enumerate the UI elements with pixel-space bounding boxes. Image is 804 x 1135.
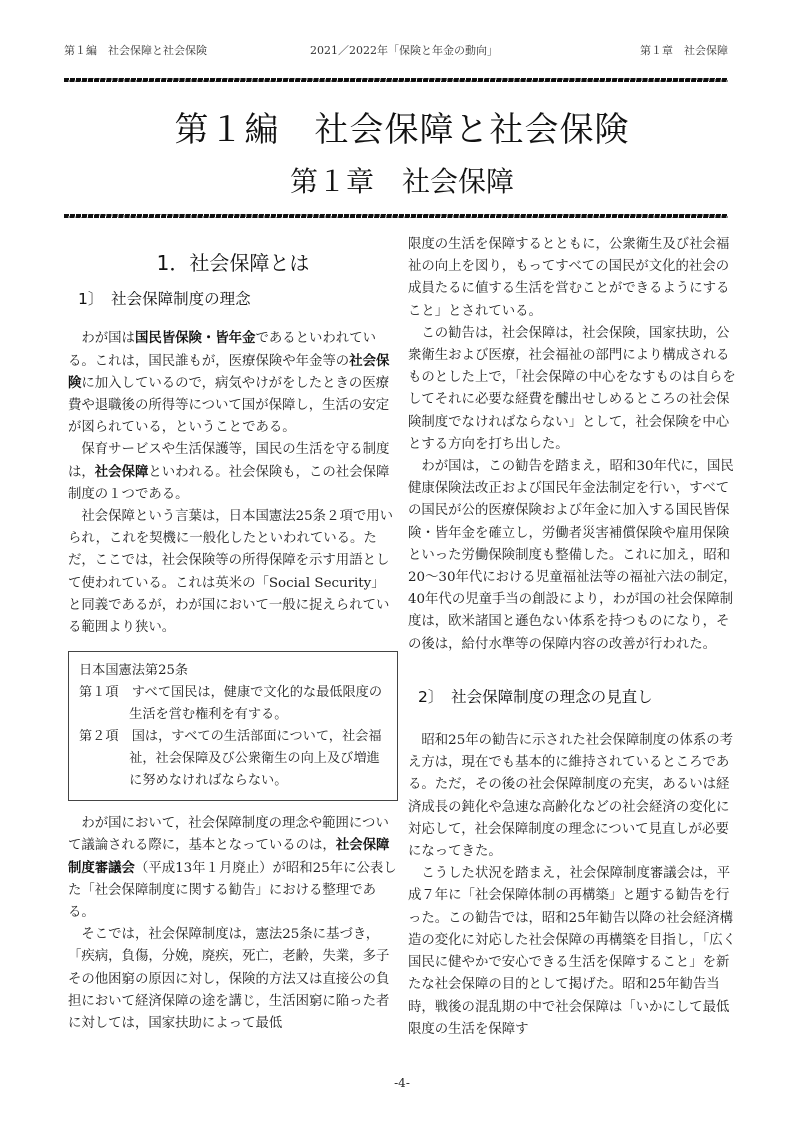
paragraph: わが国は国民皆保険・皆年金であるといわれている。これは，国民誰もが，医療保険や年金等の社会保険に加入しているので，病気やけがをしたときの医療費や退職後の所得等について国が保障し，生活の安定が図られている，ということである。 xyxy=(68,331,390,436)
bold-term: 社会保障 xyxy=(94,464,149,480)
paragraph: 保育サービスや生活保護等，国民の生活を守る制度は，社会保障といわれる。社会保険も，この社会保障制度の１つである。 xyxy=(68,442,390,502)
right-column xyxy=(408,234,738,1041)
subsection-heading-2: 2〕 社会保障制度の理念の見直し xyxy=(418,687,653,706)
part-title: 第１編 社会保障と社会保険 xyxy=(174,110,630,150)
paragraph: この勧告は，社会保障は，社会保険，国家扶助，公衆衛生および医療，社会福祉の部門により構成されるものとした上で，「社会保障の中心をなすものは自らをしてそれに必要な経費を醵出せしめるところの社会保険制度でなければならない」として，社会保険を中心とする方向を打ち出した。 xyxy=(408,325,736,452)
left-column xyxy=(68,252,398,1035)
chapter-title: 第１章 社会保障 xyxy=(289,165,514,198)
running-header-left: 第１編 社会保障と社会保険 xyxy=(64,44,207,57)
page-number: -4- xyxy=(394,1076,410,1090)
box-title: 日本国憲法第25条 xyxy=(79,663,189,679)
title-divider xyxy=(64,214,728,218)
box-item: 第２項 国は，すべての生活部面について，社会福祉，社会保障及び公衆衛生の向上及び増進に努めなければならない。 xyxy=(79,729,382,789)
box-item: 第１項 すべて国民は，健康で文化的な最低限度の生活を営む権利を有する。 xyxy=(79,685,383,723)
subsection-heading-1: 1〕 社会保障制度の理念 xyxy=(78,290,251,309)
paragraph: こうした状況を踏まえ，社会保障制度審議会は，平成７年に「社会保障体制の再構築」と題する勧告を行った。この勧告では，昭和25年勧告以降の社会経済構造の変化に対応した社会保障の再構築を目指し，「広く国民に健やかで安心できる生活を保障すること」を新たな社会保障の目的として掲げた。昭和25年勧告当時，戦後の混乱期の中で社会保障は「いかにして最低限度の生活を保障す xyxy=(408,866,737,1037)
paragraph: わが国において，社会保障制度の理念や範囲について議論される際に，基本となっているのは，社会保障制度審議会（平成13年１月廃止）が昭和25年に公表した「社会保障制度に関する勧告」における整理である。 xyxy=(68,816,397,921)
header-divider xyxy=(64,78,728,82)
bold-term: 社会保障制度審議会 xyxy=(68,838,390,876)
bold-term: 社会保険 xyxy=(68,353,390,391)
running-header-right: 第１章 社会保障 xyxy=(640,44,728,57)
constitution-box xyxy=(68,651,398,801)
paragraph: 昭和25年の勧告に示された社会保障制度の体系の考え方は，現在でも基本的に維持されているところである。ただ，その後の社会保障制度の充実，あるいは経済成長の鈍化や急速な高齢化などの社会経済の変化に対応して，社会保障制度の理念について見直しが必要になってきた。 xyxy=(408,733,734,860)
paragraph: わが国は，この勧告を踏まえ，昭和30年代に，国民健康保険法改正および国民年金法制定を行い，すべての国民が公的医療保険および年金に加入する国民皆保険・皆年金を確立し，労働者災害補償保険や雇用保険といった労働保険制度も整備した。これに加え，昭和20～30年代における児童福祉法等の福祉六法の制定，40年代の児童手当の創設により，わが国の社会保障制度は，欧米諸国と遜色ない体系を持つものになり，その後は，給付水準等の保障内容の改善が行われた。 xyxy=(408,459,737,652)
paragraph-continued: 限度の生活を保障するとともに，公衆衛生及び社会福祉の向上を図り，もってすべての国民が文化的社会の成員たるに値する生活を営むことができるようにすること」とされている。 xyxy=(408,237,730,319)
running-header-center: 2021／2022年「保険と年金の動向」 xyxy=(310,44,498,57)
paragraph: 社会保障という言葉は，日本国憲法25条２項で用いられ，これを契機に一般化したといわれている。ただ，ここでは，社会保険等の所得保障を示す用語として使われている。これは英米の「Social Security」と同義であるが，わが国において一般に捉えられている範囲より狭い。 xyxy=(68,509,394,636)
section-heading: 1．社会保障とは xyxy=(156,251,310,275)
paragraph: そこでは，社会保障制度は，憲法25条に基づき，「疾病，負傷，分娩，廃疾，死亡，老齢，失業，多子その他困窮の原因に対し，保険的方法又は直接公の負担において経済保障の途を講じ，生活困窮に陥った者に対しては，国家扶助によって最低 xyxy=(68,927,390,1032)
bold-term: 国民皆保険・皆年金 xyxy=(134,331,256,347)
